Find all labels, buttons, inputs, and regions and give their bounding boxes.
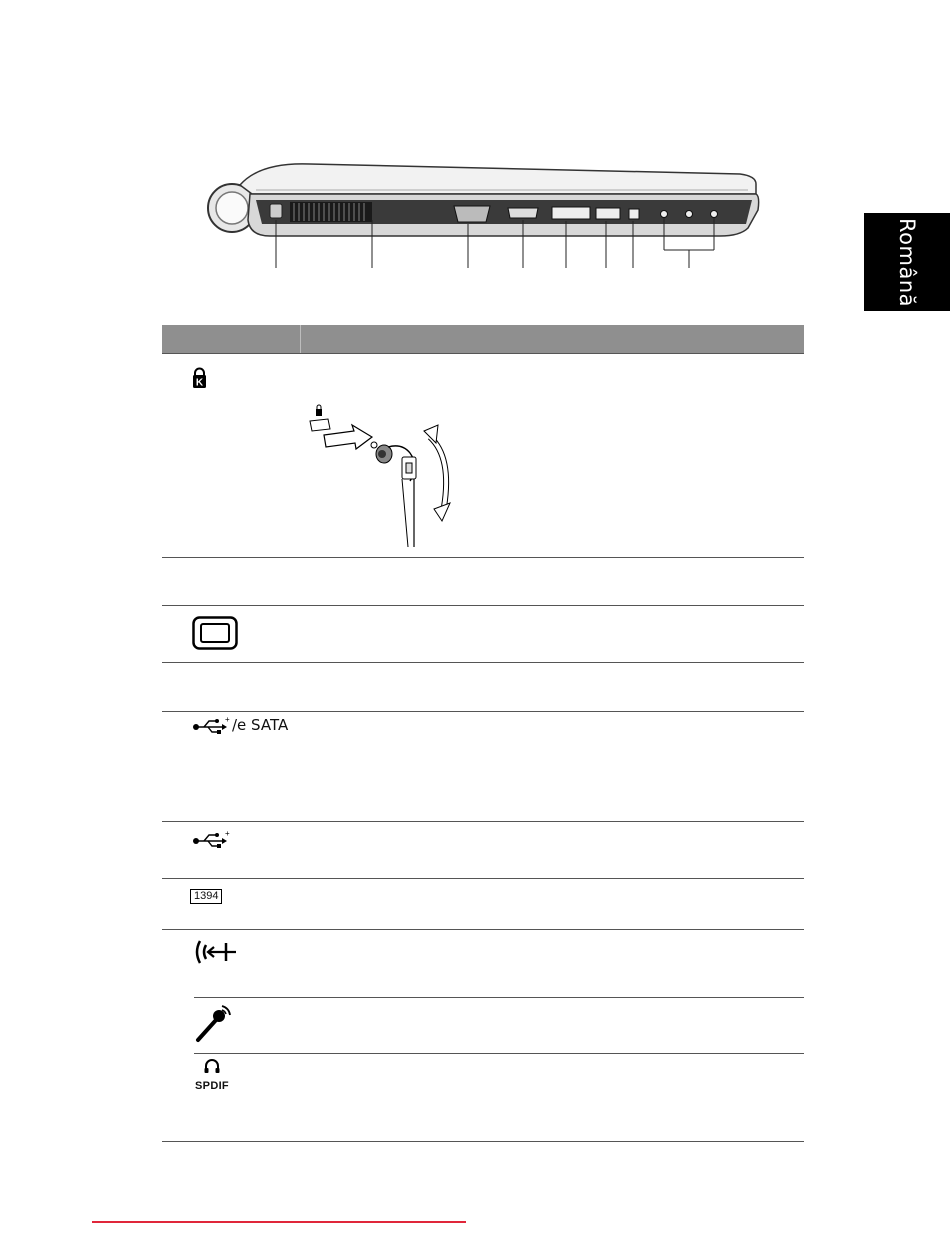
table-row — [162, 558, 804, 605]
table-row — [162, 663, 804, 711]
table-row — [162, 822, 804, 878]
svg-text:K: K — [195, 377, 204, 389]
spdif-label: SPDIF — [195, 1080, 229, 1092]
headphones-spdif-icon — [192, 1058, 232, 1093]
table-row — [162, 930, 804, 997]
table-row — [162, 606, 804, 662]
table-row — [162, 712, 804, 821]
footer-red-line — [92, 1221, 466, 1223]
usb-esata-icon — [192, 716, 230, 734]
header-column-divider — [300, 325, 301, 353]
headphones-icon — [203, 1058, 221, 1074]
kensington-lock-icon — [192, 367, 207, 389]
table-row — [162, 998, 804, 1053]
language-tab — [864, 213, 950, 311]
usb-icon — [192, 830, 230, 848]
table-row — [162, 879, 804, 929]
ports-table — [162, 325, 804, 1092]
usb-esata-label: /e SATA — [232, 716, 289, 734]
usb-esata-label-group — [192, 716, 288, 734]
svg-text:+: + — [225, 716, 230, 724]
table-row — [162, 1054, 804, 1141]
microphone-icon — [192, 1004, 232, 1044]
table-row — [162, 355, 804, 557]
lock-installation-illustration — [302, 397, 472, 549]
line-in-icon — [192, 938, 238, 966]
laptop-left-side-illustration — [200, 150, 780, 300]
language-tab-label: Română — [895, 217, 919, 307]
table-header — [162, 325, 804, 354]
row-divider — [162, 1141, 804, 1142]
display-port-icon — [192, 616, 238, 650]
firewire-icon: 1394 — [190, 889, 222, 904]
svg-text:+: + — [225, 830, 230, 838]
